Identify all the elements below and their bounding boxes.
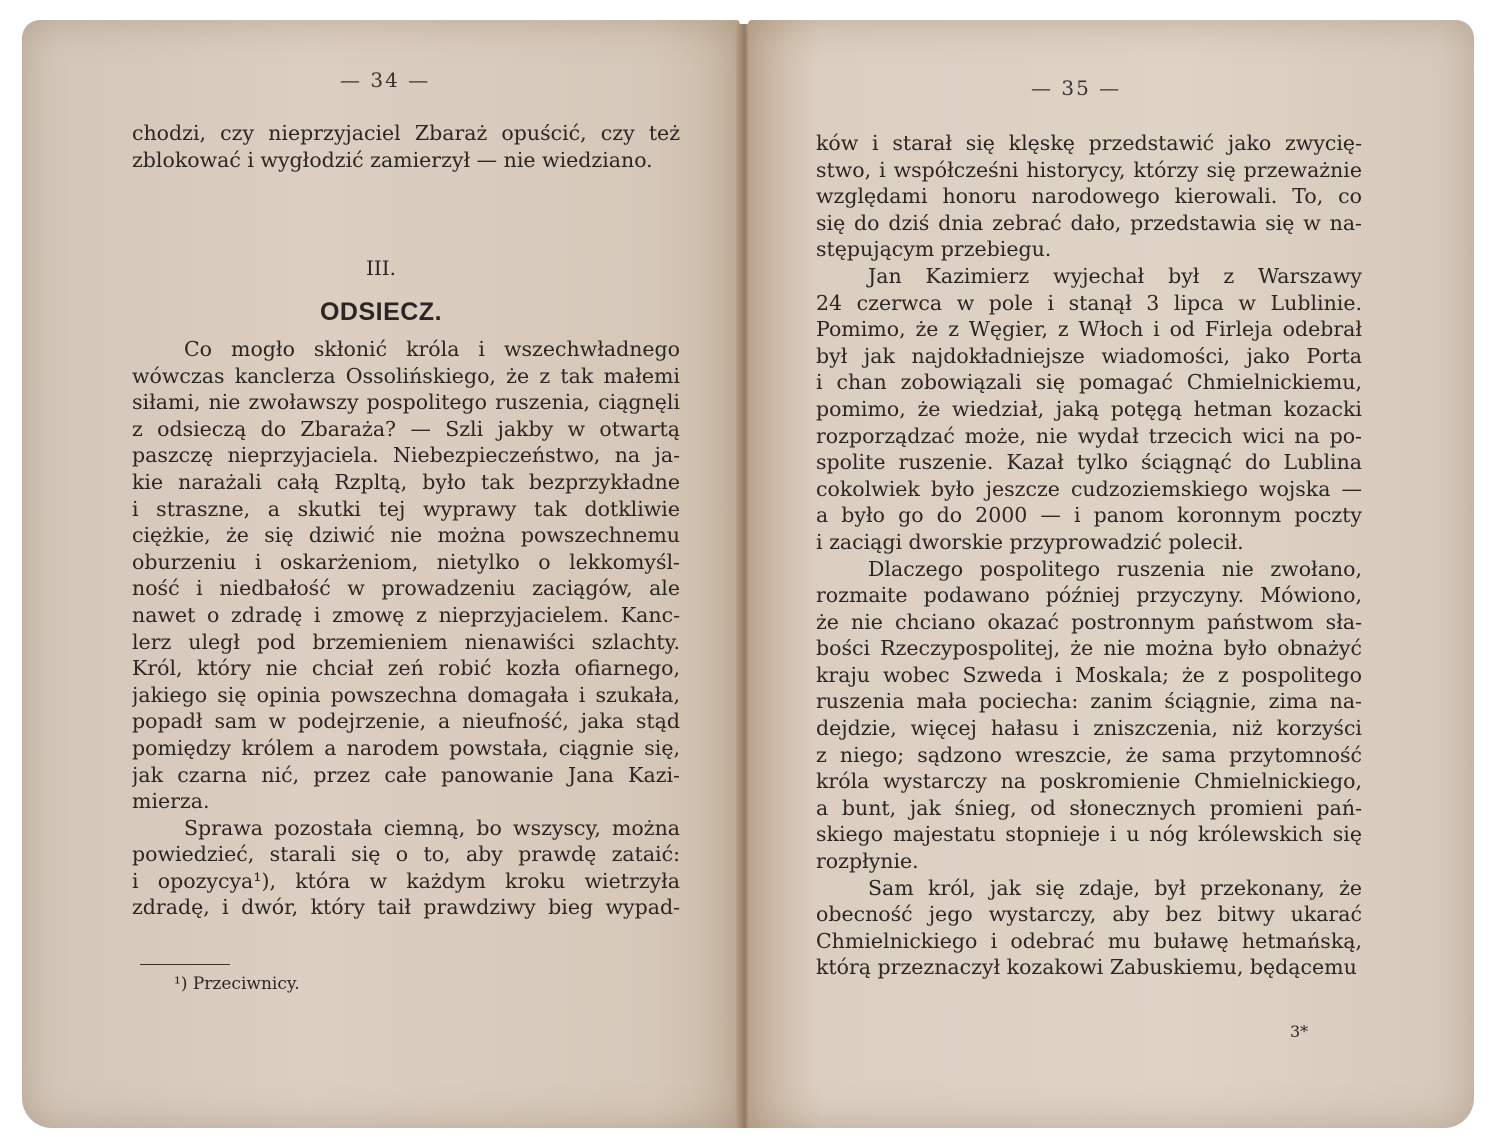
text-line: kie narażali całą Rzpltą, było tak bezprzykładne xyxy=(132,469,680,494)
text-line: popadł sam w podejrzenie, a nieufność, jaka stąd xyxy=(132,709,680,734)
text-line: nawet o zdradę i zmowę z nieprzyjacielem. Kanc- xyxy=(132,602,680,627)
text-line: ność i niedbałość w prowadzeniu zaciągów, ale xyxy=(132,576,680,601)
text-line: i opozycya¹), która w każdym kroku wietrzyła xyxy=(132,868,680,893)
text-line: z odsieczą do Zbaraża? — Szli jakby w otwartą xyxy=(132,416,680,441)
text-line: Król, który nie chciał zeń robić kozła ofiarnego, xyxy=(132,656,680,681)
text-line: rozporządzać może, nie wydał trzecich wici na po- xyxy=(816,423,1362,448)
text-line: Chmielnickiego i odebrać mu buławę hetmańską, xyxy=(816,928,1362,953)
text-line: kraju wobec Szweda i Moskala; że z pospolitego xyxy=(816,662,1362,687)
page-number-right: — 35 — xyxy=(1031,76,1122,100)
section-title: ODSIECZ. xyxy=(319,298,443,326)
right-body-text xyxy=(816,130,1362,981)
text-line: oburzeniu i oskarżeniom, nietylko o lekkomyśl- xyxy=(132,549,680,574)
text-line: dejdzie, więcej hałasu i zniszczenia, niż korzyści xyxy=(816,716,1362,741)
text-line: chodzi, czy nieprzyjaciel Zbaraż opuścić, czy też xyxy=(132,121,680,145)
text-line: z niego; sądzono wreszcie, że sama przytomność xyxy=(816,742,1362,767)
text-line: bości Rzeczypospolitej, że nie można było obnażyć xyxy=(816,636,1362,661)
text-line: lerz uległ pod brzemieniem nienawiści szlachty. xyxy=(132,629,680,654)
text-line: Sam król, jak się zdaje, był przekonany, że xyxy=(868,875,1362,900)
text-line: jak czarna nić, przez całe panowanie Jana Kazi- xyxy=(132,762,680,787)
footnote: ¹) Przeciwnicy. xyxy=(174,974,300,994)
text-line: króla wystarczy na poskromienie Chmielnickiego, xyxy=(816,769,1362,794)
page-number-left: — 34 — xyxy=(340,68,431,92)
text-line: którą przeznaczył kozakowi Zabuskiemu, będącemu xyxy=(816,955,1357,980)
text-line: względami honoru narodowego kierowali. To, co xyxy=(816,184,1362,209)
text-line: ruszenia mała pociecha: zanim ściągnie, zima na- xyxy=(816,689,1362,714)
text-line: skiego majestatu stopnieje i u nóg królewskich się xyxy=(816,822,1362,847)
text-line: cokolwiek było jeszcze cudzoziemskiego wojska — xyxy=(816,476,1362,501)
text-line: a bunt, jak śnieg, od słonecznych promieni pań- xyxy=(816,795,1362,820)
text-line: pomiędzy królem a narodem powstała, ciągnie się, xyxy=(132,735,680,760)
text-line: spolite ruszenie. Kazał tylko ściągnąć do Lublina xyxy=(816,450,1362,475)
left-page xyxy=(22,20,740,1128)
text-line: a było go do 2000 — i panom koronnym poczty xyxy=(816,503,1362,528)
text-line: ków i starał się klęskę przedstawić jako zwycię- xyxy=(816,131,1362,155)
footnote-divider xyxy=(140,964,230,965)
text-line: wówczas kanclerza Ossolińskiego, że z tak małemi xyxy=(132,363,680,388)
text-line: obecność jego wystarczy, aby bez bitwy ukarać xyxy=(816,902,1362,927)
text-line: Pomimo, że z Węgier, z Włoch i od Firleja odebrał xyxy=(816,317,1362,342)
text-line: i zaciągi dworskie przyprowadzić polecił. xyxy=(816,529,1244,554)
text-line: powiedzieć, starali się o to, aby prawdę zataić: xyxy=(132,842,680,867)
text-line: stwo, i współcześni historycy, którzy się przeważnie xyxy=(816,157,1362,182)
text-line: jakiego się opinia powszechna domagała i szukała, xyxy=(132,682,680,707)
text-line: mierza. xyxy=(132,789,210,814)
text-line: zblokować i wygłodzić zamierzył — nie wiedziano. xyxy=(132,147,653,172)
text-line: Jan Kazimierz wyjechał był z Warszawy xyxy=(868,263,1362,288)
text-line: zdradę, i dwór, który taił prawdziwy bieg wypad- xyxy=(132,895,680,920)
right-page xyxy=(748,20,1474,1128)
section-number: III. xyxy=(365,256,397,280)
text-line: i chan zobowiązali się pomagać Chmielnickiemu, xyxy=(816,370,1362,395)
text-line: rozmaite podawano później przyczyny. Mówiono, xyxy=(816,583,1362,608)
text-line: siłami, nie zwoławszy pospolitego ruszenia, ciągnęli xyxy=(132,390,680,415)
left-intro-paragraph xyxy=(132,120,680,173)
text-line: był jak najdokładniejsze wiadomości, jako Porta xyxy=(816,343,1362,368)
text-line: Co mogło skłonić króla i wszechwładnego xyxy=(184,337,680,361)
text-line: ciężkie, że się dziwić nie można powszechnemu xyxy=(132,523,680,548)
text-line: stępującym przebiegu. xyxy=(816,237,1052,262)
text-line: się do dziś dnia zebrać dało, przedstawia się w na- xyxy=(816,210,1362,235)
text-line: że nie chciano okazać postronnym państwom sła- xyxy=(816,609,1362,634)
text-line: paszczę nieprzyjaciela. Niebezpieczeństwo, na ja- xyxy=(132,443,680,468)
left-body-text xyxy=(132,336,680,921)
signature-mark: 3* xyxy=(1290,1022,1309,1041)
text-line: pomimo, że wiedział, jaką potęgą hetman kozacki xyxy=(816,396,1362,421)
text-line: rozpłynie. xyxy=(816,849,919,874)
text-line: i straszne, a skutki tej wyprawy tak dotkliwie xyxy=(132,496,680,521)
text-line: Sprawa pozostała ciemną, bo wszyscy, można xyxy=(184,815,680,840)
text-line: 24 czerwca w pole i stanął 3 lipca w Lublinie. xyxy=(816,290,1362,315)
text-line: Dlaczego pospolitego ruszenia nie zwołano, xyxy=(868,556,1362,581)
